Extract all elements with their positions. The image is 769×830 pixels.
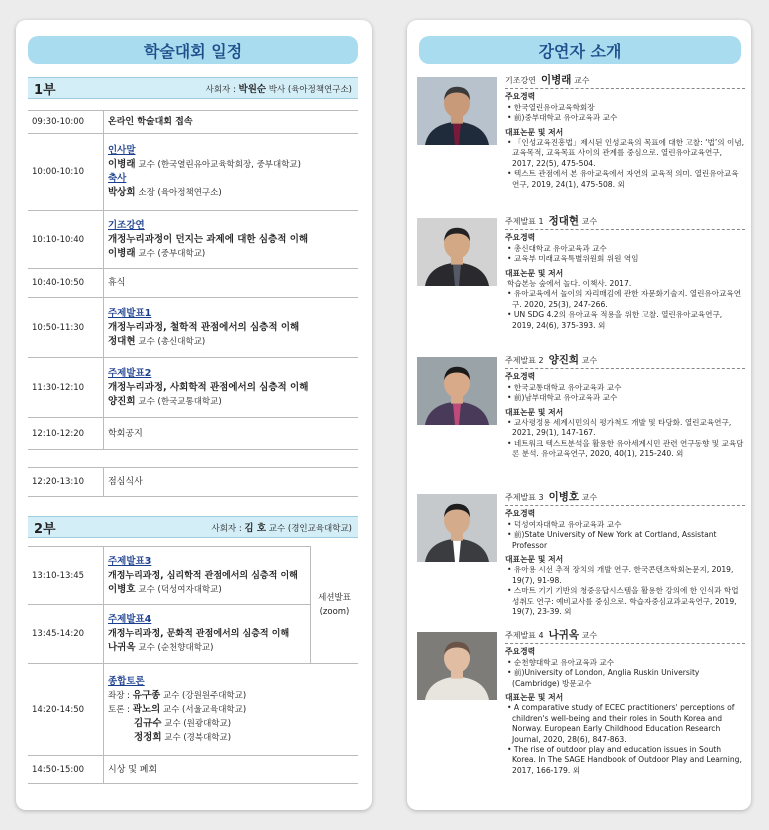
speaker-photo — [417, 357, 497, 425]
paper-item: • 네트워크 텍스트분석을 활용한 유아세계시민 관련 연구동향 및 교육담론 분석. 유아교육연구, 2020, 40(1), 215-240. 외 — [507, 438, 744, 459]
speaker-photo — [417, 494, 497, 562]
speaker-heading — [505, 630, 745, 644]
row-text: 휴식 — [108, 278, 126, 288]
schedule-row: 10:00-10:10 인사말 이병래 교수 (한국열린유아교육학회장, 중부대학교) 축사 박상희 소장 (육아정책연구소) — [28, 134, 358, 211]
speaker-suffix: 교수 — [581, 356, 598, 365]
career-item: • 교육부 미래교육특별위원회 위원 역임 — [507, 254, 639, 264]
speakers-title: 강연자 소개 — [419, 36, 741, 64]
keynote-label: 기조강연 — [108, 219, 145, 231]
greeting-label: 인사말 — [108, 145, 136, 156]
speakers-panel — [407, 20, 751, 810]
paper-item: 학습본능 숲에서 놀다. 이책사. 2017. — [507, 279, 632, 289]
paper-item: • The rise of outdoor play and education issues in South Korea. In The SAGE Handbook of Outdoor Play and Learning, 2017, 166-179. 외 — [507, 745, 742, 775]
row-text: 점심식사 — [108, 477, 143, 487]
schedule-row — [28, 756, 358, 784]
paper-item: • 「인성교육진흥법」제시된 인성교육의 목표에 대한 고찰: ‘법’의 이념, 교육목적, 교육목표 사이의 관계를 중심으로. 열린유아교육연구, 2017, 22(5), 475-504. — [507, 138, 745, 168]
paper-item: • 스마트 기기 기반의 청중응답시스템을 활용한 강의에 한 인식과 학업성취도 연구: 예비교사를 중심으로. 학습자중심교과교육연구, 2019, 19(7), 23-39. 외 — [507, 586, 739, 617]
part1-label: 1부 — [34, 82, 56, 98]
part2-header — [28, 516, 358, 538]
schedule-title: 학술대회 일정 — [28, 36, 358, 64]
schedule-row: 13:10-13:45 주제발표3 개정누리과정, 심리학적 관점에서의 심층적 이해 이병호 교수 (덕성여자대학교) — [28, 546, 310, 605]
row-text: 온라인 학술대회 접속 — [108, 117, 193, 127]
career-item: • 前)State University of New York at Cortland, Assistant Professor — [507, 530, 717, 550]
row-time: 13:45-14:20 — [32, 629, 85, 639]
career-item: • 총신대학교 유아교육과 교수 — [507, 243, 607, 253]
career-item: • 한국교통대학교 유아교육과 교수 — [507, 382, 622, 392]
schedule-row — [28, 467, 358, 497]
speaker-role: 주제발표 3 — [505, 493, 544, 502]
speaker-heading — [505, 355, 745, 369]
speaker-heading — [505, 216, 745, 230]
papers-heading: 대표논문 및 저서 — [505, 693, 564, 703]
row-time: 12:20-13:10 — [32, 477, 85, 487]
row-time: 10:10-10:40 — [32, 234, 85, 245]
paper-item: • 교사평정용 세계시민의식 평가척도 개발 및 타당화. 열린교육연구, 2021, 29(1), 147-167. — [507, 418, 732, 438]
paper-item: • 유아용 시선 추적 장치의 개발 연구. 한국콘텐츠학회논문지, 2019, 19(7), 91-98. — [507, 565, 734, 585]
speaker-name: 이병호 — [548, 491, 580, 503]
speaker-heading — [505, 492, 745, 506]
part2-label: 2부 — [34, 521, 56, 537]
row-time: 10:40-10:50 — [32, 278, 85, 288]
speaker-suffix: 교수 — [574, 76, 590, 85]
paper-item: • 텍스트 관점에서 본 유아교육에서 자연의 교육적 의미. 열린유아교육연구, 2019, 24(1), 475-508. 외 — [507, 169, 739, 189]
speaker-name: 나귀옥 — [548, 629, 580, 641]
row-text: 시상 및 폐회 — [108, 764, 158, 775]
row-time: 10:50-11:30 — [32, 322, 85, 333]
speaker-suffix: 교수 — [581, 217, 598, 226]
speaker-role: 주제발표 2 — [505, 356, 544, 365]
row-time: 12:10-12:20 — [32, 428, 85, 439]
speaker-name: 정대현 — [548, 215, 580, 227]
speaker-name: 양진희 — [548, 354, 580, 366]
row-time: 09:30-10:00 — [32, 117, 85, 127]
schedule-row — [28, 269, 358, 298]
speaker-info — [505, 75, 745, 190]
schedule-row: 14:20-14:50 종합토론 좌장 : 유구종 교수 (강원원주대학교) 토론 : 곽노의 교수 (서울교육대학교) 김규수 교수 (원광대학교) 정정희 교수 (경북대학교) — [28, 664, 358, 756]
papers-heading: 대표논문 및 저서 — [505, 127, 564, 137]
speaker-info — [505, 630, 745, 776]
papers-heading: 대표논문 및 저서 — [505, 555, 564, 565]
career-item: • 前)University of London, Anglia Ruskin University (Cambridge) 방문교수 — [507, 668, 700, 688]
paper-item: • UN SDG 4.2의 유아교육 적용을 위한 고찰. 열린유아교육연구, 2019, 24(6), 375-393. 외 — [507, 310, 723, 330]
row-time: 10:00-10:10 — [32, 167, 85, 177]
career-heading: 주요경력 — [505, 509, 536, 519]
part1-header — [28, 77, 358, 99]
congrats-label: 축사 — [108, 173, 127, 184]
speaker-photo — [417, 77, 497, 145]
papers-heading: 대표논문 및 저서 — [505, 407, 564, 417]
career-heading: 주요경력 — [505, 372, 536, 382]
part2-moderator: 사회자 : 김 호 교수 (경인교육대학교) — [211, 523, 352, 534]
career-item: • 前)남부대학교 유아교육과 교수 — [507, 393, 618, 403]
career-heading: 주요경력 — [505, 647, 536, 657]
speaker-info — [505, 355, 745, 460]
row-time: 14:20-14:50 — [32, 704, 85, 715]
speaker-suffix: 교수 — [581, 493, 598, 502]
row-time: 13:10-13:45 — [32, 570, 85, 581]
schedule-row — [28, 418, 358, 450]
career-item: • 前)중부대학교 유아교육과 교수 — [507, 113, 618, 123]
part1-moderator: 사회자 : 박원순 박사 (육아정책연구소) — [205, 84, 352, 95]
career-heading: 주요경력 — [505, 233, 536, 243]
career-item: • 한국열린유아교육학회장 — [507, 102, 595, 112]
career-item: • 순천향대학교 유아교육과 교수 — [507, 657, 615, 667]
speaker-info — [505, 492, 745, 617]
paper-item: • A comparative study of ECEC practitioners' perceptions of children's well-being and their roles in South Korea and Norway. European Early Childhood Education Research Journal, 2020, 28(6), 847-863. — [507, 703, 735, 744]
speaker-name: 이병래 — [541, 74, 572, 86]
row-time: 11:30-12:10 — [32, 382, 85, 393]
schedule-row: 11:30-12:10 주제발표2 개정누리과정, 사회학적 관점에서의 심층적 이해 양진희 교수 (한국교통대학교) — [28, 358, 358, 418]
row-time: 14:50-15:00 — [32, 764, 85, 775]
schedule-row: 10:10-10:40 기조강연 개정누리과정이 던지는 과제에 대한 심층적 이해 이병래 교수 (중부대학교) — [28, 211, 358, 269]
speaker-suffix: 교수 — [581, 631, 598, 640]
schedule-row: 10:50-11:30 주제발표1 개정누리과정, 철학적 관점에서의 심층적 이해 정대현 교수 (총신대학교) — [28, 298, 358, 358]
speaker-role: 기조강연 — [505, 76, 536, 85]
speaker-role: 주제발표 1 — [505, 217, 544, 226]
row-text: 학회공지 — [108, 428, 143, 439]
career-item: • 덕성여자대학교 유아교육과 교수 — [507, 519, 622, 529]
paper-item: • 유아교육에서 놀이의 자리매김에 관한 자문화기술지. 열린유아교육연구. 2020, 25(3), 247-266. — [507, 289, 742, 309]
session-note: 세션발표 (zoom) — [310, 546, 358, 664]
career-heading: 주요경력 — [505, 92, 536, 102]
papers-heading: 대표논문 및 저서 — [505, 268, 564, 278]
speaker-role: 주제발표 4 — [505, 631, 544, 640]
speaker-heading — [505, 75, 745, 89]
speaker-photo — [417, 632, 497, 702]
schedule-row: 13:45-14:20 주제발표4 개정누리과정, 문화적 관점에서의 심층적 이해 나귀옥 교수 (순천향대학교) — [28, 605, 310, 664]
schedule-row — [28, 110, 358, 134]
speaker-photo — [417, 218, 497, 288]
schedule-panel — [16, 20, 372, 810]
speaker-info — [505, 216, 745, 331]
panel-discussion-label: 종합토론 — [108, 675, 145, 687]
